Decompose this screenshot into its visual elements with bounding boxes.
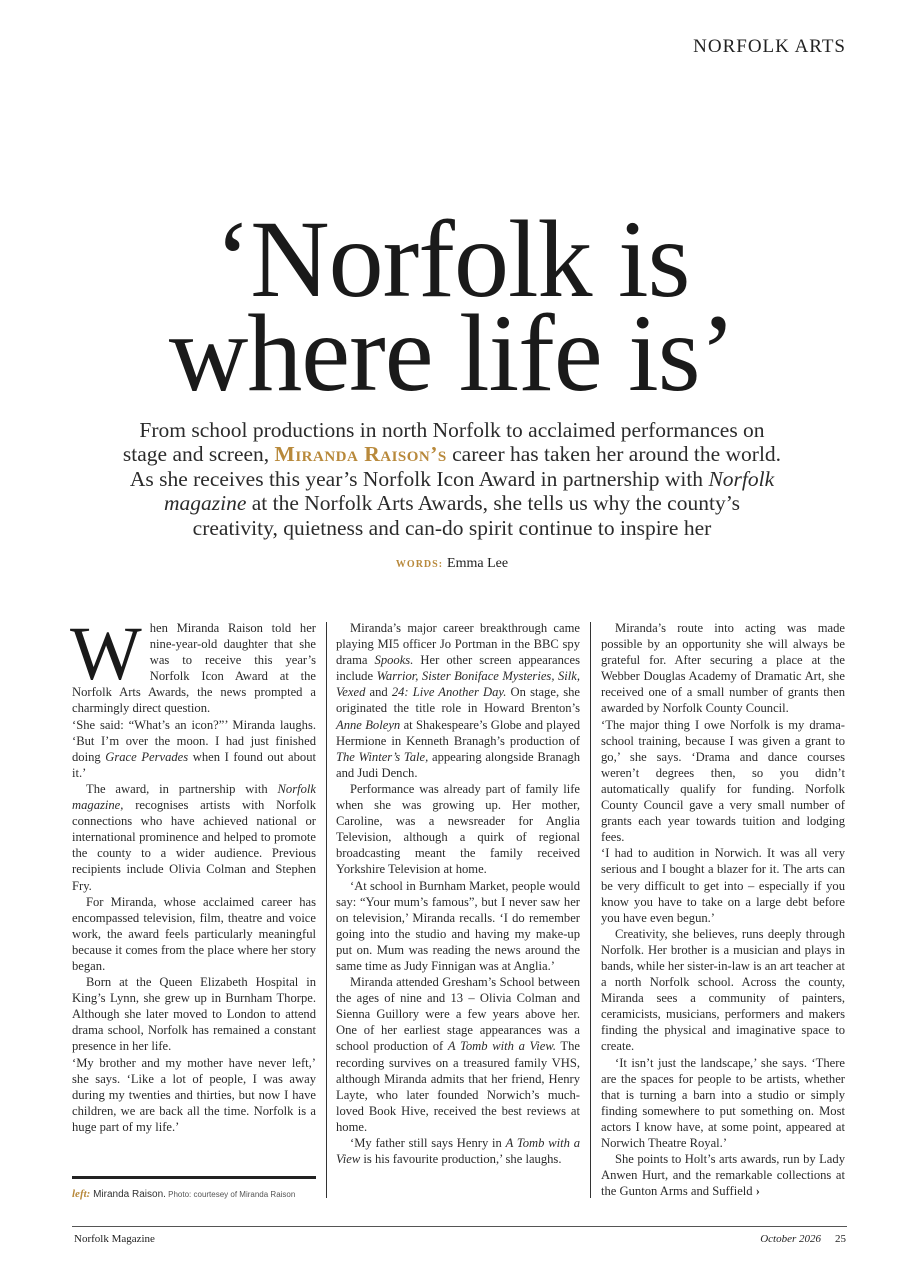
paragraph: ‘It isn’t just the landscape,’ she says. ‘There are the spaces for people to be artists, whether that is turning a barn into a studio or simply finding somewhere to put something on. Most actors I know have, at some point, appeared at Norwich Theatre Royal.’ bbox=[601, 1055, 845, 1150]
standfirst-text: From school productions in north Norfolk to acclaimed performances on stage and screen, bbox=[122, 418, 765, 467]
standfirst bbox=[120, 418, 784, 540]
paragraph: Miranda’s route into acting was made possible by an opportunity she will always be grateful for. After securing a place at the Webber Douglas Academy of Dramatic Art, she received one of a small number of grants then awarded by Norfolk County Council. bbox=[601, 621, 845, 716]
article-column-2 bbox=[336, 620, 580, 1167]
headline bbox=[0, 198, 904, 414]
column-divider bbox=[590, 622, 591, 1198]
byline bbox=[0, 556, 904, 572]
paragraph: The award, in partnership with Norfolk magazine, recognises artists with Norfolk connections who have achieved national or international prominence and helped to promote the county to a wider audience. Previous recipients include Olivia Colman and Stephen Fry. bbox=[72, 781, 316, 893]
paragraph: Creativity, she believes, runs deeply through Norfolk. Her brother is a musician and plays in bands, while her sister-in-law is an art teacher at a north Norfolk school. Across the county, Miranda sees a community of painters, ceramicists, musicians, performers and makers finding the physical and imaginative space to create. bbox=[601, 926, 845, 1054]
paragraph: ‘She said: “What’s an icon?”’ Miranda laughs. ‘But I’m over the moon. I had just finished doing Grace Pervades when I found out about it.’ bbox=[72, 717, 316, 780]
continue-arrow-icon: › bbox=[755, 1184, 760, 1199]
byline-label: WORDS: bbox=[395, 559, 444, 570]
magazine-name: Norfolk magazine bbox=[163, 466, 775, 516]
subject-name: Miranda Raison’s bbox=[274, 442, 447, 467]
footer-magazine: Norfolk Magazine bbox=[74, 1233, 155, 1245]
paragraph: ‘The major thing I owe Norfolk is my drama-school training, because I was given a grant to go,’ she says. ‘Drama and dance courses weren’t degrees then, so you didn’t automatically qualify for funding. Norfolk County Council gave a very small number of grants each year towards tuition and lodging fees. bbox=[601, 717, 845, 845]
footer-issue-date: October 2026 bbox=[760, 1233, 821, 1245]
photo-caption bbox=[72, 1188, 322, 1200]
section-label: NORFOLK ARTS bbox=[693, 36, 846, 57]
footer-rule bbox=[72, 1226, 847, 1227]
footer-right bbox=[760, 1233, 846, 1245]
paragraph: Miranda’s major career breakthrough came playing MI5 officer Jo Portman in the BBC spy drama Spooks. Her other screen appearances include Warrior, Sister Boniface Mysteries, Silk, Vexed and 24: Live Another Day. On stage, she originated the title role in Howard Brenton’s Anne Boleyn at Shakespeare’s Globe and played Hermione in Kenneth Branagh’s production of The Winter’s Tale, appearing alongside Branagh and Judi Dench. bbox=[336, 621, 581, 780]
column-divider bbox=[326, 622, 327, 1198]
caption-label: left: bbox=[72, 1188, 91, 1200]
article-column-3 bbox=[601, 620, 845, 1199]
paragraph: ‘My father still says Henry in A Tomb with a View is his favourite production,’ she laughs. bbox=[336, 1136, 580, 1167]
caption-text: Miranda Raison. bbox=[90, 1189, 166, 1200]
page-number: 25 bbox=[835, 1233, 846, 1245]
standfirst-text: at the Norfolk Arts Awards, she tells us why the county’s creativity, quietness and can-do spirit continue to inspire her bbox=[192, 491, 741, 540]
paragraph: Miranda attended Gresham’s School between the ages of nine and 13 – Olivia Colman and Sienna Guillory were a few years above her. One of her earliest stage appearances was a school production of A Tomb with a View. The recording survives on a treasured family VHS, although Miranda admits that her friend, Henry Layte, who later founded Norwich’s much-loved Book Hive, received the best reviews at home. bbox=[336, 975, 580, 1134]
paragraph: She points to Holt’s arts awards, run by Lady Anwen Hurt, and the remarkable collections at the Gunton Arms and Suffield › bbox=[601, 1152, 845, 1199]
caption-rule bbox=[72, 1176, 316, 1179]
paragraph: ‘I had to audition in Norwich. It was all very serious and I bought a blazer for it. The arts can be very difficult to get into – especially if you know you have to take on a large debt before you have even begun.’ bbox=[601, 846, 845, 925]
byline-author: Emma Lee bbox=[447, 556, 509, 571]
paragraph: When Miranda Raison told her nine-year-old daughter that she was to receive this year’s Norfolk Icon Award at the Norfolk Arts Awards, the news prompted a charmingly direct question. bbox=[70, 612, 316, 716]
standfirst-text: career has taken her around the world. As she receives this year’s Norfolk Icon Award in partnership with bbox=[129, 442, 782, 491]
headline-line-1: ‘Norfolk is bbox=[214, 198, 690, 320]
article-column-1 bbox=[70, 612, 316, 1135]
drop-cap: W bbox=[70, 612, 142, 696]
paragraph: Born at the Queen Elizabeth Hospital in King’s Lynn, she grew up in Burnham Thorpe. Although she later moved to London to attend drama school, Norfolk has remained a constant presence in her life. bbox=[72, 975, 316, 1054]
paragraph: Performance was already part of family life when she was growing up. Her mother, Caroline, was a newsreader for Anglia Television, although a quirk of regional broadcasting meant the family received Yorkshire Television at home. bbox=[336, 781, 580, 877]
paragraph: For Miranda, whose acclaimed career has encompassed television, film, theatre and voice work, the award feels particularly meaningful because it comes from the place where her story began. bbox=[72, 894, 316, 973]
paragraph: ‘At school in Burnham Market, people would say: “Your mum’s famous”, but I never saw her on television,’ Miranda recalls. ‘I do remember going into the studio and having my make-up put on. Mum was reading the news around the same time as Judy Finnigan was at Anglia.’ bbox=[336, 878, 580, 973]
paragraph: ‘My brother and my mother have never left,’ she says. ‘Like a lot of people, I was away during my twenties and thirties, but now I have children, we are back all the time. Norfolk is a huge part of my life.’ bbox=[72, 1055, 316, 1134]
headline-line-2: where life is’ bbox=[168, 292, 736, 414]
photo-credit: Photo: courtesey of Miranda Raison bbox=[165, 1190, 296, 1199]
